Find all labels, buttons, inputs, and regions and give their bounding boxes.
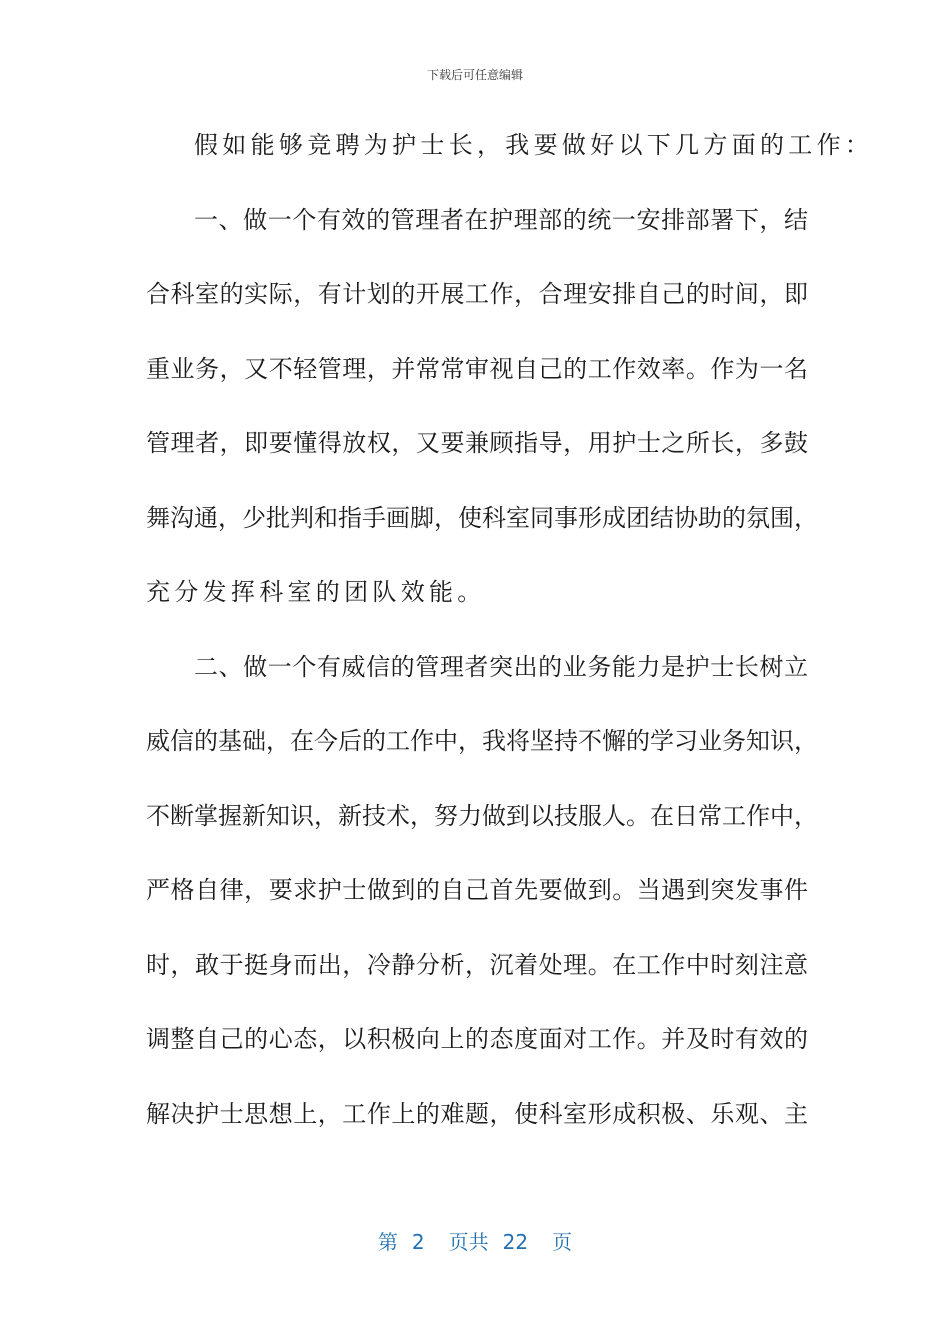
paragraph-line: 威信的基础，在今后的工作中，我将坚持不懈的学习业务知识，: [146, 727, 818, 755]
paragraph-line: 假如能够竞聘为护士长，我要做好以下几方面的工作：: [194, 131, 874, 159]
paragraph-line: 管理者，即要懂得放权，又要兼顾指导，用护士之所长，多鼓: [146, 429, 808, 457]
paragraph-line: 严格自律，要求护士做到的自己首先要做到。当遇到突发事件: [146, 876, 808, 904]
paragraph-line: 充分发挥科室的团队效能。: [146, 578, 486, 606]
paragraph-line: 调整自己的心态，以积极向上的态度面对工作。并及时有效的: [146, 1025, 808, 1053]
footer-middle: 页共: [448, 1230, 489, 1254]
paragraph-line: 一、做一个有效的管理者在护理部的统一安排部署下，结: [194, 205, 808, 234]
paragraph-line: 舞沟通，少批判和指手画脚，使科室同事形成团结协助的氛围，: [146, 503, 818, 532]
paragraph-line: 不断掌握新知识，新技术，努力做到以技服人。在日常工作中，: [146, 801, 818, 830]
paragraph-line: 解决护士思想上，工作上的难题，使科室形成积极、乐观、主: [146, 1099, 808, 1128]
footer-prefix: 第: [377, 1230, 398, 1254]
page-footer: [0, 1226, 950, 1255]
paragraph-line: 二、做一个有威信的管理者突出的业务能力是护士长树立: [194, 652, 808, 681]
paragraph-line: 时，敢于挺身而出，冷静分析，沉着处理。在工作中时刻注意: [146, 950, 808, 979]
footer-page-number: 2: [411, 1230, 425, 1254]
footer-total-pages: 22: [502, 1230, 529, 1254]
footer-suffix: 页: [552, 1230, 573, 1254]
document-body: [146, 119, 874, 1162]
header-note: 下载后可任意编辑: [426, 68, 523, 82]
paragraph-line: 合科室的实际，有计划的开展工作，合理安排自己的时间，即: [146, 280, 808, 308]
paragraph-line: 重业务，又不轻管理，并常常审视自己的工作效率。作为一名: [146, 354, 808, 383]
